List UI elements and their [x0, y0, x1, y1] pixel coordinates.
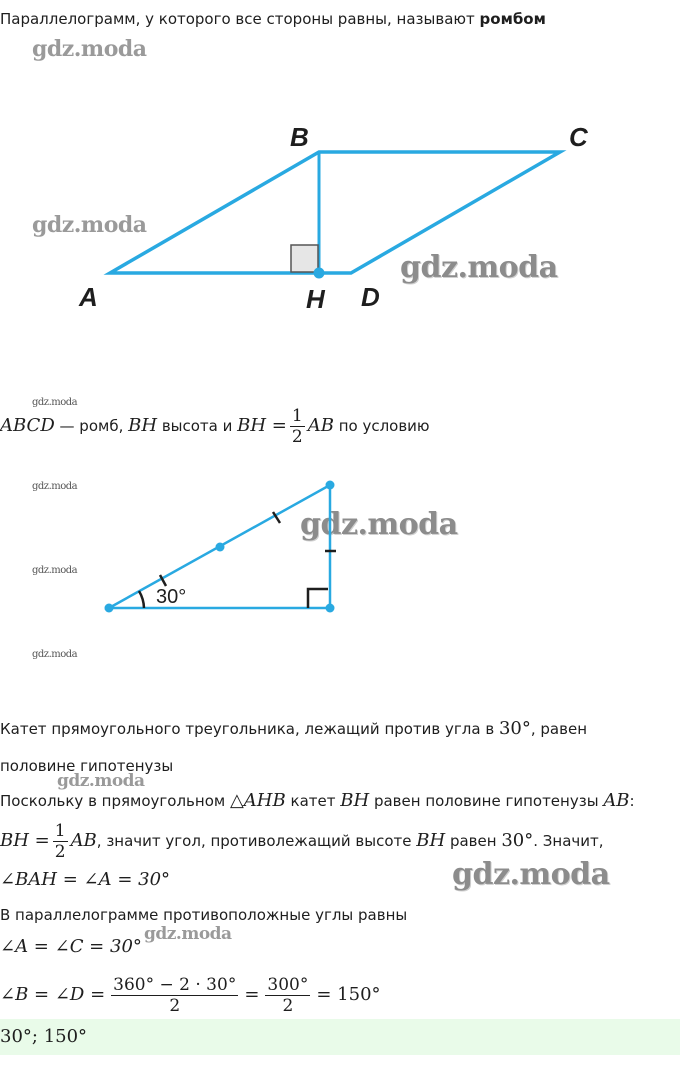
math-rhs: = 150° [316, 984, 381, 1005]
fraction-num: 1 [291, 406, 303, 426]
math-angle: 30° [498, 718, 531, 739]
condition-line [0, 404, 430, 448]
math-ab: AB [70, 830, 97, 851]
angle-arc [139, 591, 144, 608]
math-angle: 30° [501, 830, 534, 851]
midpoint [216, 543, 225, 552]
rhombus-figure [0, 110, 680, 320]
label-b: B [290, 122, 309, 152]
text: высота и [157, 417, 238, 435]
text: . Значит, [533, 832, 604, 850]
fraction-den: 2 [282, 996, 294, 1016]
equation-1 [0, 819, 604, 863]
math-equals: = [244, 984, 260, 1005]
math-bh: BH [416, 830, 446, 851]
math-lhs: ∠B = ∠D = [0, 984, 106, 1005]
watermark: gdz.moda [400, 250, 558, 285]
math-bh: BH [128, 415, 158, 436]
answer-text: 30°; 150° [0, 1026, 88, 1047]
right-angle-mark [291, 245, 318, 272]
fraction-num: 300° [267, 975, 309, 995]
label-a: A [79, 282, 98, 312]
label-d: D [361, 282, 380, 312]
watermark: gdz.moda [32, 481, 78, 492]
parallelogram-rule: В параллелограмме противоположные углы равны [0, 906, 408, 924]
watermark: gdz.moda [32, 565, 78, 576]
fraction [265, 975, 310, 1016]
vertex-point [326, 481, 335, 490]
watermark: gdz.moda [32, 36, 147, 62]
intro-text [0, 9, 546, 29]
answer-box [0, 1019, 680, 1055]
equation-4 [0, 970, 381, 1020]
math-eq: BH = [237, 415, 287, 436]
triangle-figure [0, 470, 680, 630]
watermark: gdz.moda [32, 649, 78, 660]
text: катет [285, 792, 341, 810]
angle-label: 30° [156, 586, 187, 608]
right-angle-mark [308, 589, 328, 608]
text: равен [445, 832, 502, 850]
label-h: H [306, 284, 325, 314]
watermark: gdz.moda [57, 771, 145, 791]
label-c: C [569, 122, 588, 152]
text: Катет прямоугольного треугольника, лежащий против угла в [0, 720, 499, 738]
watermark: gdz.moda [144, 924, 232, 944]
text: Поскольку в прямоугольном [0, 792, 230, 810]
math-triangle: △AHB [229, 790, 286, 811]
since-line [0, 791, 635, 811]
text: равен половине гипотенузы [369, 792, 604, 810]
fraction-den: 2 [54, 842, 66, 862]
intro-bold: ромбом [479, 10, 546, 28]
watermark: gdz.moda [300, 507, 458, 542]
text: : [629, 792, 635, 810]
math-abcd: ABCD [0, 415, 55, 436]
math-ab: AB [603, 790, 630, 811]
math-lhs: BH = [0, 830, 50, 851]
vertex-point [105, 604, 114, 613]
watermark: gdz.moda [32, 397, 78, 408]
intro-plain: Параллелограмм, у которого все стороны равны, называют [0, 10, 480, 28]
rule-line-1 [0, 719, 587, 739]
fraction-den: 2 [291, 427, 303, 447]
fraction [290, 406, 305, 447]
text: , значит угол, противолежащий высоте [96, 832, 417, 850]
fraction [53, 821, 68, 862]
watermark: gdz.moda [452, 857, 610, 892]
point-h [314, 268, 325, 279]
watermark: gdz.moda [32, 212, 147, 238]
fraction-num: 360° − 2 · 30° [113, 975, 237, 995]
text: по условию [333, 417, 430, 435]
vertex-point [326, 604, 335, 613]
fraction-den: 2 [169, 996, 181, 1016]
rhombus-outline [110, 152, 560, 273]
equation-3: ∠A = ∠C = 30° [0, 936, 142, 957]
text: — ромб, [54, 417, 129, 435]
math-ab: AB [307, 415, 334, 436]
rule-line-2: половине гипотенузы [0, 757, 174, 775]
fraction [111, 975, 238, 1016]
text: , равен [530, 720, 588, 738]
equation-2: ∠BAH = ∠A = 30° [0, 869, 171, 890]
fraction-num: 1 [54, 821, 66, 841]
math-bh: BH [340, 790, 370, 811]
